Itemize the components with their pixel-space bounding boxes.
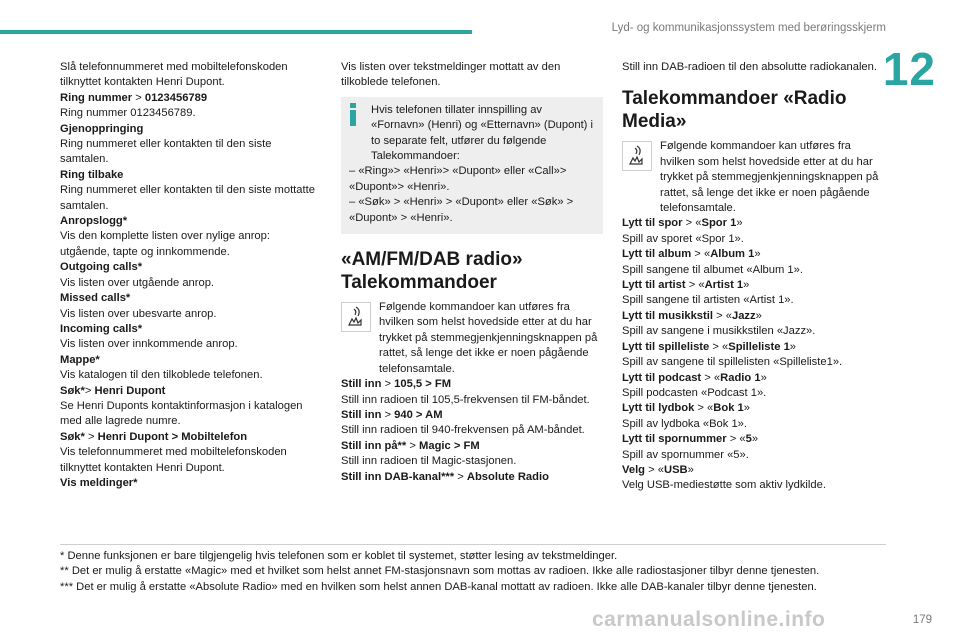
chapter-number: 12 — [882, 43, 936, 95]
intro-text: Still inn DAB-radioen til den absolutte radiokanalen. — [622, 61, 877, 73]
command-separator: > « — [685, 279, 705, 292]
column-3 — [622, 60, 884, 494]
command-separator: » — [760, 371, 767, 384]
command-line — [341, 408, 603, 423]
description-text: Velg USB-mediestøtte som aktiv lydkilde. — [622, 479, 826, 492]
command-separator: > — [406, 439, 420, 452]
command-keyword: Lytt til spor — [622, 217, 683, 230]
command-keyword: Lytt til musikkstil — [622, 309, 713, 322]
command-heading: Outgoing calls* — [60, 261, 143, 274]
command-line — [622, 216, 884, 231]
command-heading: Gjenoppringing — [60, 122, 144, 135]
description-text: Spill sangene til albumet «Album 1». — [622, 263, 803, 276]
command-separator: > — [132, 91, 145, 104]
description-text: Vis katalogen til den tilkoblede telefonen. — [60, 369, 263, 382]
command-line — [341, 470, 603, 485]
section-title: «AM/FM/DAB radio» Talekommandoer — [341, 249, 523, 294]
command-heading: Ring tilbake — [60, 168, 124, 181]
footnote: *** Det er mulig å erstatte «Absolute Radio» med en hvilken som helst annen DAB-kanal mottatt av radioen. Ikke alle DAB-kanaler tilbyr denne tjenesten. — [60, 580, 817, 593]
command-keyword: Ring nummer — [60, 91, 133, 104]
description-text: Slå telefonnummeret med mobiltelefonskoden tilknyttet kontakten Henri Dupont. — [60, 61, 288, 89]
command-value: 105,5 > FM — [394, 378, 452, 391]
command-separator: > « — [694, 402, 714, 415]
command-keyword: Still inn på** — [341, 439, 407, 452]
command-line — [622, 278, 884, 293]
description-text: Still inn radioen til 940-frekvensen på AM-båndet. — [341, 424, 585, 437]
page-number: 179 — [912, 614, 932, 626]
voice-intro-text: Følgende kommandoer kan utføres fra hvilken som helst hovedside etter at du har trykket på stemmegjenkjenningsknappen på rattet, så lenge det ikke er noen pågående telefonsamtale. — [660, 140, 879, 215]
command-value: Absolute Radio — [466, 470, 549, 483]
command-keyword: Lytt til podcast — [622, 371, 702, 384]
description-text: Still inn radioen til Magic-stasjonen. — [341, 455, 517, 468]
command-value: Spilleliste 1 — [728, 340, 790, 353]
command-separator: » — [755, 309, 762, 322]
voice-intro — [341, 300, 603, 377]
command-separator: > « — [645, 463, 664, 476]
command-keyword: Lytt til spornummer — [622, 433, 727, 446]
column-1 — [60, 60, 322, 491]
description-text: Spill av sangene til spillelisten «Spilleliste1». — [622, 356, 843, 369]
intro-text: Vis listen over tekstmeldinger mottatt av den tilkoblede telefonen. — [341, 61, 561, 89]
command-heading: Mappe* — [60, 353, 100, 366]
description-text: Ring nummeret eller kontakten til den siste samtalen. — [60, 138, 272, 166]
command-keyword: Still inn — [341, 408, 382, 421]
command-list — [341, 377, 603, 485]
command-keyword: Søk* — [60, 430, 85, 443]
command-heading: Anropslogg* — [60, 215, 128, 228]
description-text: Se Henri Duponts kontaktinformasjon i katalogen med alle lagrede numre. — [60, 399, 303, 428]
command-keyword: Still inn — [341, 378, 382, 391]
description-text: Spill av sangene i musikkstilen «Jazz». — [622, 325, 816, 338]
command-list — [622, 216, 884, 493]
command-line — [60, 430, 322, 445]
info-icon — [349, 103, 357, 127]
header-accent-bar — [0, 30, 472, 34]
command-separator: > « — [701, 371, 721, 384]
command-separator: > « — [691, 248, 711, 261]
command-value: 0123456789 — [144, 91, 208, 104]
description-text: Ring nummer 0123456789. — [60, 107, 196, 120]
command-keyword: Lytt til artist — [622, 279, 686, 292]
description-text: Vis listen over ubesvarte anrop. — [60, 307, 217, 320]
description-text: Vis telefonnummeret med mobiltelefonskoden tilknyttet kontakten Henri Dupont. — [60, 446, 287, 474]
info-box-line: – «Ring»> «Henri»> «Dupont» eller «Call»> «Dupont»> «Henri». — [349, 165, 567, 193]
command-value: 5 — [745, 433, 752, 446]
command-value: Album 1 — [710, 248, 755, 261]
voice-command-icon — [622, 141, 652, 171]
command-separator: » — [754, 248, 761, 261]
command-value: Radio 1 — [720, 371, 761, 384]
description-text: Vis listen over innkommende anrop. — [60, 338, 238, 351]
command-value: 940 > AM — [394, 408, 443, 421]
command-line — [622, 309, 884, 324]
command-separator: > — [381, 408, 395, 421]
info-box — [341, 97, 603, 234]
command-separator: » — [687, 463, 694, 476]
watermark: carmanualsonline.info — [592, 608, 826, 631]
command-separator: > « — [709, 340, 729, 353]
command-value: Jazz — [731, 309, 756, 322]
footnote: ** Det er mulig å erstatte «Magic» med et hvilket som helst annet FM-stasjonsnavn som mottas av radioen. Ikke alle radiostasjoner tilbyr denne tjenesten. — [60, 565, 820, 578]
column-2 — [341, 60, 603, 485]
command-keyword: Søk* — [60, 384, 85, 397]
command-keyword: Still inn DAB-kanal*** — [341, 470, 455, 483]
description-text: Spill podcasten «Podcast 1». — [622, 386, 767, 399]
description-text: Vis den komplette listen over nylige anrop: utgående, tapte og innkommende. — [60, 230, 270, 258]
command-separator: > — [454, 470, 467, 483]
description-text: Spill av sporet «Spor 1». — [622, 232, 744, 245]
command-line — [341, 439, 603, 454]
command-value: Henri Dupont > Mobiltelefon — [97, 430, 248, 443]
command-line — [622, 247, 884, 262]
section-title: Talekommandoer «Radio Media» — [622, 88, 847, 133]
command-value: Spor 1 — [701, 217, 737, 230]
command-keyword: Lytt til lydbok — [622, 402, 695, 415]
command-separator: > « — [712, 309, 732, 322]
command-line — [60, 91, 322, 106]
footnotes — [60, 544, 886, 595]
command-value: Artist 1 — [704, 279, 744, 292]
info-box-line: – «Søk» > «Henri» > «Dupont» eller «Søk» > «Dupont» > «Henri». — [349, 196, 574, 224]
description-text: Spill av spornummer «5». — [622, 448, 749, 461]
command-separator: » — [789, 340, 797, 353]
footnote: * Denne funksjonen er bare tilgjengelig hvis telefonen som er koblet til systemet, støtter lesing av tekstmeldinger. — [60, 550, 618, 562]
command-line — [622, 432, 884, 447]
command-separator: > — [381, 378, 395, 391]
voice-intro-text: Følgende kommandoer kan utføres fra hvilken som helst hovedside etter at du har trykket på stemmegjenkjenningsknappen på rattet, så lenge det ikke er noen pågående telefonsamtale. — [379, 301, 598, 375]
command-line — [341, 377, 603, 392]
command-value: Magic > FM — [419, 439, 480, 452]
command-value: Bok 1 — [713, 402, 744, 415]
description-text: Still inn radioen til 105,5-frekvensen til FM-båndet. — [341, 393, 590, 406]
command-keyword: Lytt til album — [622, 248, 692, 261]
command-separator: » — [751, 433, 759, 446]
command-separator: » — [736, 217, 743, 230]
command-separator: » — [743, 279, 750, 292]
command-heading: Incoming calls* — [60, 322, 143, 335]
voice-command-icon — [341, 302, 371, 332]
command-line — [622, 371, 884, 386]
command-line — [622, 340, 884, 355]
command-value: Henri Dupont — [94, 384, 166, 397]
command-separator: > — [84, 384, 95, 397]
command-heading: Vis meldinger* — [60, 476, 138, 489]
command-separator: > « — [726, 433, 746, 446]
command-value: USB — [664, 463, 688, 476]
command-line — [60, 384, 322, 399]
description-text: Ring nummeret eller kontakten til den siste mottatte samtalen. — [60, 184, 315, 212]
page-header-title: Lyd- og kommunikasjonssystem med berøringsskjerm — [611, 22, 886, 34]
command-keyword: Velg — [622, 463, 646, 476]
command-keyword: Lytt til spilleliste — [622, 340, 710, 353]
voice-intro — [622, 139, 884, 216]
description-text: Spill sangene til artisten «Artist 1». — [622, 294, 794, 307]
description-text: Spill av lydboka «Bok 1». — [622, 417, 748, 430]
info-box-line: Hvis telefonen tillater innspilling av «Fornavn» (Henri) og «Etternavn» (Dupont) i to separate felt, utfører du følgende Talekommandoer: — [371, 103, 593, 163]
command-separator: > « — [682, 217, 702, 230]
description-text: Vis listen over utgående anrop. — [60, 276, 215, 289]
command-separator: > — [84, 430, 98, 443]
command-heading: Missed calls* — [60, 292, 131, 305]
command-line — [622, 401, 884, 416]
command-separator: » — [743, 402, 750, 415]
command-line — [622, 463, 884, 478]
